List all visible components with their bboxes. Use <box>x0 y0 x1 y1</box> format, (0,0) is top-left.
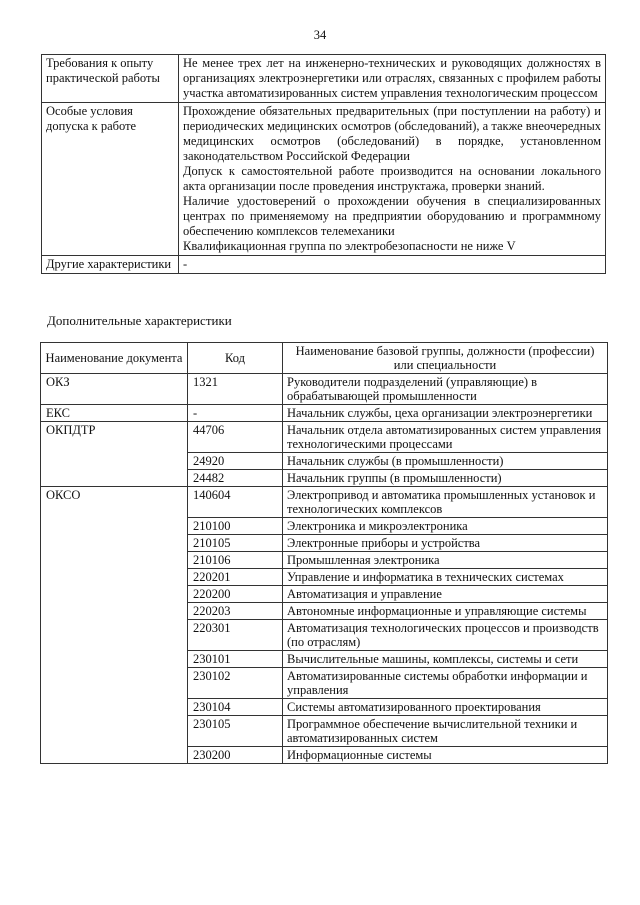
code-cell: 220301 <box>188 620 283 651</box>
requirement-paragraph: Прохождение обязательных предварительных (при поступлении на работу) и периодических медицинских осмотров (обследований), а также внеочередных медицинских осмотров (обследований) в порядке, установленном законодательством Российской Федерации <box>183 104 601 163</box>
requirement-row <box>42 256 606 274</box>
requirement-paragraph: - <box>183 257 188 271</box>
requirement-value <box>179 55 606 103</box>
requirement-value <box>179 103 606 256</box>
group-name-cell: Автономные информационные и управляющие системы <box>283 603 608 620</box>
code-cell: 140604 <box>188 487 283 518</box>
code-cell: 220201 <box>188 569 283 586</box>
code-cell: 24920 <box>188 453 283 470</box>
code-cell: 1321 <box>188 374 283 405</box>
code-cell: 44706 <box>188 422 283 453</box>
group-name-cell: Информационные системы <box>283 747 608 764</box>
page-number: 34 <box>313 28 327 42</box>
requirement-row <box>42 103 606 256</box>
document-name-cell: ОКПДТР <box>41 422 188 487</box>
group-name-cell: Автоматизация и управление <box>283 586 608 603</box>
code-cell: 220200 <box>188 586 283 603</box>
requirement-label: Требования к опыту практической работы <box>42 55 179 103</box>
group-name-cell: Автоматизированные системы обработки информации и управления <box>283 668 608 699</box>
table-header-row <box>41 343 608 374</box>
header-document-name: Наименование документа <box>41 343 188 374</box>
table-row <box>41 405 608 422</box>
code-cell: 230104 <box>188 699 283 716</box>
group-name-cell: Управление и информатика в технических системах <box>283 569 608 586</box>
code-cell: 24482 <box>188 470 283 487</box>
requirement-label: Особые условия допуска к работе <box>42 103 179 256</box>
table-row <box>41 374 608 405</box>
group-name-cell: Начальник группы (в промышленности) <box>283 470 608 487</box>
requirement-value <box>179 256 606 274</box>
document-name-cell: ОКЗ <box>41 374 188 405</box>
section-title: Дополнительные характеристики <box>47 313 232 328</box>
code-cell: 230101 <box>188 651 283 668</box>
table-row <box>41 422 608 453</box>
document-name-cell: ЕКС <box>41 405 188 422</box>
group-name-cell: Вычислительные машины, комплексы, системы и сети <box>283 651 608 668</box>
group-name-cell: Электропривод и автоматика промышленных установок и технологических комплексов <box>283 487 608 518</box>
requirement-paragraph: Наличие удостоверений о прохождении обучения в специализированных центрах по применяемому на предприятии оборудованию и программному обеспечению комплексов телемеханики <box>183 194 601 238</box>
additional-characteristics-table <box>40 342 608 764</box>
code-cell: 220203 <box>188 603 283 620</box>
requirement-paragraph: Не менее трех лет на инженерно-технических и руководящих должностях в организациях электроэнергетики или отраслях, связанных с профилем работы участка автоматизированных систем управления технологическим процессом <box>183 56 601 100</box>
group-name-cell: Системы автоматизированного проектирования <box>283 699 608 716</box>
requirements-table <box>41 54 606 274</box>
requirement-paragraph: Квалификационная группа по электробезопасности не ниже V <box>183 239 516 253</box>
code-cell: 230200 <box>188 747 283 764</box>
group-name-cell: Промышленная электроника <box>283 552 608 569</box>
group-name-cell: Электронные приборы и устройства <box>283 535 608 552</box>
group-name-cell: Начальник службы, цеха организации электроэнергетики <box>283 405 608 422</box>
group-name-cell: Программное обеспечение вычислительной техники и автоматизированных систем <box>283 716 608 747</box>
requirement-label: Другие характеристики <box>42 256 179 274</box>
code-cell: 210105 <box>188 535 283 552</box>
code-cell: 230105 <box>188 716 283 747</box>
code-cell: 210100 <box>188 518 283 535</box>
code-cell: 230102 <box>188 668 283 699</box>
table-row <box>41 487 608 518</box>
header-code: Код <box>188 343 283 374</box>
group-name-cell: Автоматизация технологических процессов и производств (по отраслям) <box>283 620 608 651</box>
group-name-cell: Начальник отдела автоматизированных систем управления технологическими процессами <box>283 422 608 453</box>
requirement-row <box>42 55 606 103</box>
document-name-cell: ОКСО <box>41 487 188 764</box>
code-cell: 210106 <box>188 552 283 569</box>
header-group-name: Наименование базовой группы, должности (профессии) или специальности <box>283 343 608 374</box>
group-name-cell: Руководители подразделений (управляющие) в обрабатывающей промышленности <box>283 374 608 405</box>
group-name-cell: Начальник службы (в промышленности) <box>283 453 608 470</box>
group-name-cell: Электроника и микроэлектроника <box>283 518 608 535</box>
requirement-paragraph: Допуск к самостоятельной работе производится на основании локального акта организации после проведения инструктажа, проверки знаний. <box>183 164 601 193</box>
code-cell: - <box>188 405 283 422</box>
